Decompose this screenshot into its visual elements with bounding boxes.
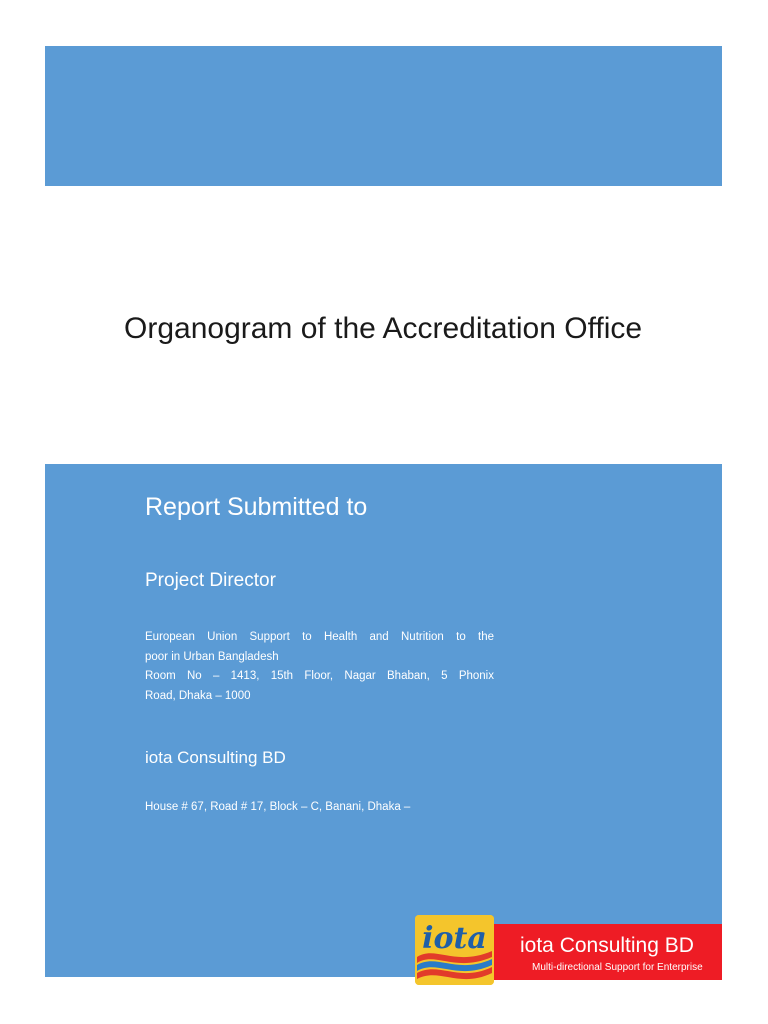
brand-banner [494, 924, 722, 980]
recipient-address-line: Road, Dhaka – 1000 [145, 689, 251, 702]
submission-info-panel [45, 464, 722, 977]
consultant-name: iota Consulting BD [145, 748, 286, 767]
consultant-address: House # 67, Road # 17, Block – C, Banani, Dhaka – [145, 801, 411, 813]
top-banner-band [45, 46, 722, 186]
document-title: Organogram of the Accreditation Office [124, 312, 643, 345]
iota-brand-block [415, 913, 722, 985]
iota-logo-text: iota [422, 921, 487, 956]
recipient-address [145, 628, 494, 706]
recipient-address-line: Room No – 1413, 15th Floor, Nagar Bhaban, 5 Phonix [145, 670, 494, 682]
iota-logo [415, 915, 494, 985]
iota-logo-mark [415, 915, 494, 985]
recipient-title: Project Director [145, 570, 276, 591]
recipient-address-line: European Union Support to Health and Nutrition to the [145, 631, 494, 643]
brand-tagline: Multi-directional Support for Enterprise [532, 962, 703, 973]
recipient-address-line: poor in Urban Bangladesh [145, 650, 279, 663]
brand-name: iota Consulting BD [520, 934, 694, 957]
report-heading: Report Submitted to [145, 493, 368, 521]
